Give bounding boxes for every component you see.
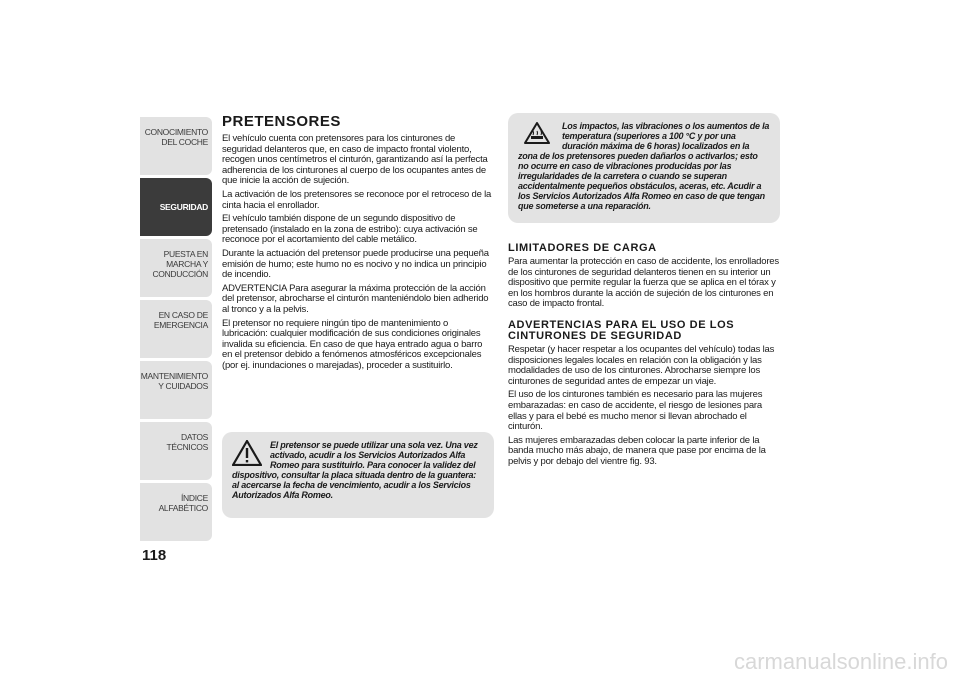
page-number: 118 xyxy=(142,547,167,564)
paragraph: La activación de los pretensores se reconoce por el retroceso de la cinta hacia el enrollador. xyxy=(222,188,492,211)
paragraph: El pretensor no requiere ningún tipo de mantenimiento o lubricación: cualquier modificación de sus condiciones originales invalida su eficiencia. En caso de que haya entrado agua o barro en el pretensor debido a fenómenos atmosféricos excepcionales (por ej. inundaciones o marejadas), proceder a sustituirlo. xyxy=(222,317,483,371)
tab-datos-tecnicos[interactable]: DATOS TÉCNICOS xyxy=(140,422,212,480)
tab-seguridad[interactable]: SEGURIDAD xyxy=(140,178,212,236)
tab-mantenimiento[interactable]: MANTENIMIENTO Y CUIDADOS xyxy=(140,361,212,419)
paragraph: El uso de los cinturones también es necesario para las mujeres embarazadas: en caso de accidente, el riesgo de lesiones para ellas y para el bebé es mucho menor si llevan abrochado el cinturón. xyxy=(508,389,763,433)
hot-surface-warning-icon xyxy=(524,121,556,149)
tab-puesta-en-marcha[interactable]: PUESTA EN MARCHA Y CONDUCCIÓN xyxy=(140,239,212,297)
left-column xyxy=(222,113,494,374)
paragraph: ADVERTENCIA Para asegurar la máxima protección de la acción del pretensor, abrocharse el cinturón manteniéndolo bien adherido al tronco y a la pelvis. xyxy=(222,282,489,315)
tab-indice-alfabetico[interactable]: ÍNDICE ALFABÉTICO xyxy=(140,483,212,541)
right-column xyxy=(508,243,780,471)
warning-box-heat xyxy=(508,113,780,223)
watermark: carmanualsonline.info xyxy=(733,649,948,674)
tab-conocimiento-del-coche[interactable]: CONOCIMIENTO DEL COCHE xyxy=(140,117,212,175)
paragraph: Para aumentar la protección en caso de accidente, los enrolladores de los cinturones de seguridad delanteros tienen en su interior un dispositivo que permite regular la fuerza que se aplica en el tórax y en los hombros durante la acción de sujeción de los cinturones en caso de impacto frontal. xyxy=(508,256,779,310)
paragraph: El vehículo cuenta con pretensores para los cinturones de seguridad delanteros que, en caso de impacto frontal violento, recogen unos centímetros el cinturón, garantizando así la perfecta adherencia de los cinturones al cuerpo de los ocupantes antes de que inicie la acción de sujeción. xyxy=(222,133,488,187)
warning-box xyxy=(222,432,494,518)
tab-en-caso-de-emergencia[interactable]: EN CASO DE EMERGENCIA xyxy=(140,300,212,358)
warning-triangle-icon xyxy=(232,440,264,468)
section-heading-limitadores: LIMITADORES DE CARGA xyxy=(508,242,657,254)
paragraph: Las mujeres embarazadas deben colocar la parte inferior de la banda mucho más abajo, de manera que pase por encima de la pelvis y por debajo del vientre fig. 93. xyxy=(508,434,766,467)
paragraph: Respetar (y hacer respetar a los ocupantes del vehículo) todas las disposiciones legales locales en relación con la obligación y las modalidades de uso de los cinturones. Abrocharse siempre los cinturones de seguridad antes de empezar un viaje. xyxy=(508,343,775,387)
warning-text: El pretensor se puede utilizar una sola vez. Una vez activado, acudir a los Servicios Autorizados Alfa Romeo para sustituirlo. Para conocer la validez del dispositivo, consultar la placa situada dentro de la guantera: al acercarse la fecha de vencimiento, acudir a los Servicios Autorizados Alfa Romeo. xyxy=(232,440,478,500)
paragraph: El vehículo también dispone de un segundo dispositivo de pretensado (instalado en la zona de estribo): cuya activación se reconoce por el acortamiento del cable metálico. xyxy=(222,213,478,246)
warning-text: Los impactos, las vibraciones o los aumentos de la temperatura (superiores a 100 °C y por una duración máxima de 6 horas) localizados en la zona de los pretensores pueden dañarlos o activarlos; esto no ocurre en caso de vibraciones producidas por las irregularidades de la carretera o cuando se superan accidentalmente pequeños obstáculos, aceras, etc. Acudir a los Servicios Autorizados Alfa Romeo en caso de que tengan que someterse a una reparación. xyxy=(518,121,770,211)
paragraph: Durante la actuación del pretensor puede producirse una pequeña emisión de humo; este humo no es nocivo y no indica un principio de incendio. xyxy=(222,247,489,281)
section-heading-pretensores: PRETENSORES xyxy=(222,113,341,130)
section-heading-advertencias: ADVERTENCIAS PARA EL USO DE LOS CINTURONES DE SEGURIDAD xyxy=(508,318,735,342)
